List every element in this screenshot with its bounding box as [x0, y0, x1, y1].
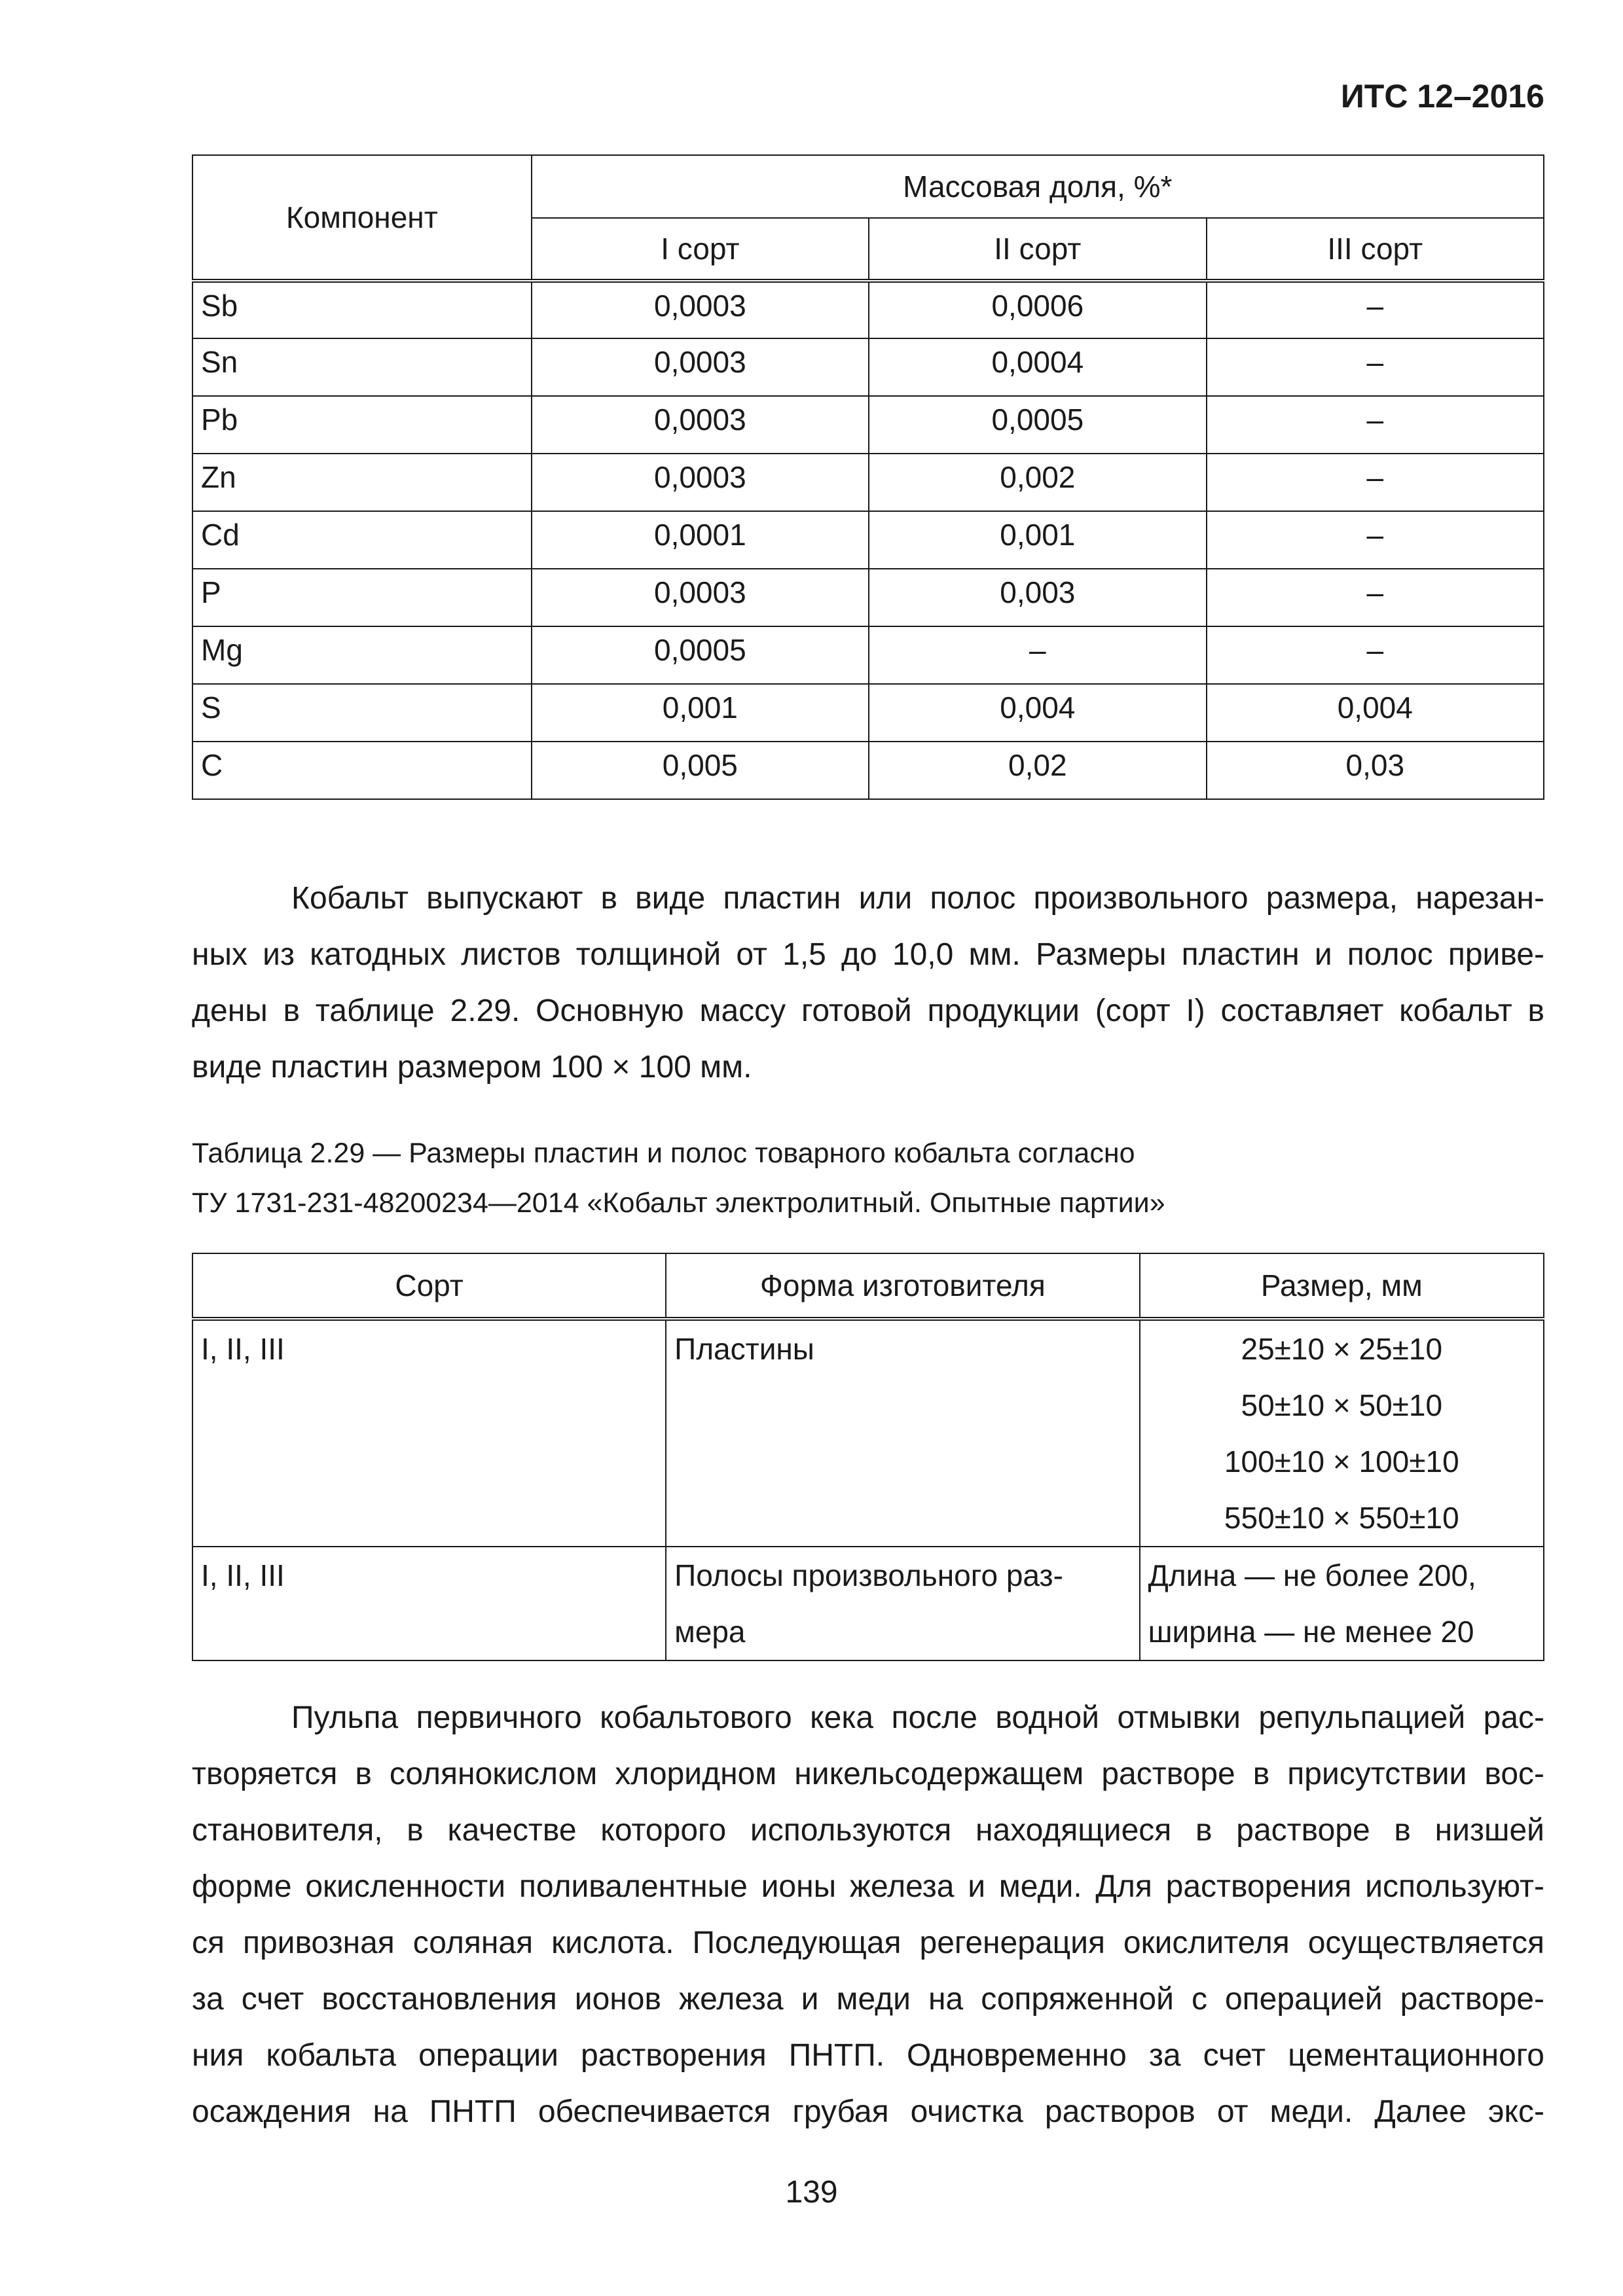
header-grade: Сорт	[192, 1253, 666, 1319]
cell-element: Sn	[192, 338, 532, 396]
cell-value: 0,0003	[532, 454, 869, 511]
form-line: мера	[674, 1615, 746, 1649]
cell-value: 0,0006	[869, 281, 1206, 338]
table-row	[192, 742, 1544, 799]
cell-element: Mg	[192, 626, 532, 684]
cell-element: P	[192, 569, 532, 626]
paragraph-line: творяется в солянокислом хлоридном никельсодержащем растворе в присутствии вос-	[192, 1757, 1544, 1791]
paragraph-line: ных из катодных листов толщиной от 1,5 до 10,0 мм. Размеры пластин и полос приве-	[192, 937, 1544, 972]
paragraph-line: ся привозная соляная кислота. Последующая регенерация окислителя осуществляется	[192, 1926, 1544, 1960]
cell-value: –	[1207, 626, 1544, 684]
table-row	[192, 281, 1544, 338]
size-value: 50±10 × 50±10	[1241, 1388, 1443, 1422]
table-caption	[192, 1128, 1165, 1228]
cell-value: –	[1207, 569, 1544, 626]
size-value: 25±10 × 25±10	[1241, 1332, 1443, 1366]
paragraph-line: осаждения на ПНТП обеспечивается грубая очистка растворов от меди. Далее экс-	[192, 2094, 1544, 2129]
sizes-table	[192, 1253, 1544, 1661]
paragraph-pulp-process	[192, 1690, 1544, 2140]
cell-value: 0,004	[1207, 684, 1544, 742]
cell-value: 0,005	[532, 742, 869, 799]
cell-value: 0,004	[869, 684, 1206, 742]
paragraph-line: ния кобальта операции растворения ПНТП. Одновременно за счет цементационного	[192, 2038, 1544, 2073]
header-grade-3: III сорт	[1207, 218, 1544, 281]
table-row	[192, 684, 1544, 742]
cell-value: –	[869, 626, 1206, 684]
cell-sizes	[1140, 1547, 1544, 1660]
cell-element: Sb	[192, 281, 532, 338]
header-form: Форма изготовителя	[666, 1253, 1139, 1319]
paragraph-line: Пульпа первичного кобальтового кека после водной отмывки репульпацией рас-	[291, 1700, 1544, 1735]
cell-form: Пластины	[666, 1319, 1139, 1547]
header-size: Размер, мм	[1140, 1253, 1544, 1319]
table-row	[192, 626, 1544, 684]
cell-value: 0,0003	[532, 281, 869, 338]
page-number: 139	[785, 2175, 838, 2210]
cell-value: 0,02	[869, 742, 1206, 799]
caption-line: ТУ 1731-231-48200234—2014 «Кобальт электролитный. Опытные партии»	[192, 1187, 1165, 1219]
cell-value: –	[1207, 396, 1544, 454]
cell-sizes	[1140, 1319, 1544, 1547]
document-code: ИТС 12–2016	[1340, 78, 1544, 115]
cell-value: 0,0004	[869, 338, 1206, 396]
form-line: Полосы произвольного раз-	[674, 1558, 1063, 1592]
table-row	[192, 396, 1544, 454]
table-row	[192, 338, 1544, 396]
cell-value: 0,0003	[532, 396, 869, 454]
cell-value: –	[1207, 511, 1544, 569]
header-grade-1: I сорт	[532, 218, 869, 281]
cell-element: Cd	[192, 511, 532, 569]
cell-value: –	[1207, 338, 1544, 396]
paragraph-line: форме окисленности поливалентные ионы железа и меди. Для растворения используют-	[192, 1869, 1544, 1904]
paragraph-cobalt-forms	[192, 870, 1544, 1096]
cell-value: 0,001	[869, 511, 1206, 569]
cell-value: 0,0001	[532, 511, 869, 569]
cell-value: –	[1207, 281, 1544, 338]
table-row	[192, 569, 1544, 626]
table-row	[192, 1547, 1544, 1660]
cell-grade: I, II, III	[192, 1319, 666, 1547]
cell-element: Zn	[192, 454, 532, 511]
paragraph-line: дены в таблице 2.29. Основную массу готовой продукции (сорт I) составляет кобальт в	[192, 994, 1544, 1028]
size-value: 100±10 × 100±10	[1224, 1444, 1459, 1479]
paragraph-line: за счет восстановления ионов железа и меди на сопряженной с операцией растворе-	[192, 1982, 1544, 2017]
paragraph-line: становителя, в качестве которого используются находящиеся в растворе в низшей	[192, 1813, 1544, 1848]
paragraph-line: виде пластин размером 100 × 100 мм.	[192, 1050, 752, 1085]
cell-value: 0,003	[869, 569, 1206, 626]
cell-form	[666, 1547, 1139, 1660]
header-mass-fraction: Массовая доля, %*	[532, 155, 1544, 218]
cell-element: Pb	[192, 396, 532, 454]
impurity-table	[192, 154, 1544, 800]
size-value: 550±10 × 550±10	[1224, 1501, 1459, 1535]
cell-value: 0,03	[1207, 742, 1544, 799]
table-row	[192, 1319, 1544, 1547]
size-line: ширина — не менее 20	[1148, 1615, 1474, 1649]
cell-grade: I, II, III	[192, 1547, 666, 1660]
table-row	[192, 511, 1544, 569]
header-component: Компонент	[192, 155, 532, 281]
cell-element: C	[192, 742, 532, 799]
cell-value: 0,002	[869, 454, 1206, 511]
cell-value: –	[1207, 454, 1544, 511]
cell-value: 0,0005	[869, 396, 1206, 454]
cell-element: S	[192, 684, 532, 742]
caption-line: Таблица 2.29 — Размеры пластин и полос товарного кобальта согласно	[192, 1138, 1135, 1169]
cell-value: 0,001	[532, 684, 869, 742]
cell-value: 0,0003	[532, 569, 869, 626]
table-row	[192, 454, 1544, 511]
size-line: Длина — не более 200,	[1148, 1558, 1476, 1592]
cell-value: 0,0003	[532, 338, 869, 396]
paragraph-line: Кобальт выпускают в виде пластин или полос произвольного размера, нарезан-	[291, 881, 1544, 916]
cell-value: 0,0005	[532, 626, 869, 684]
header-grade-2: II сорт	[869, 218, 1206, 281]
